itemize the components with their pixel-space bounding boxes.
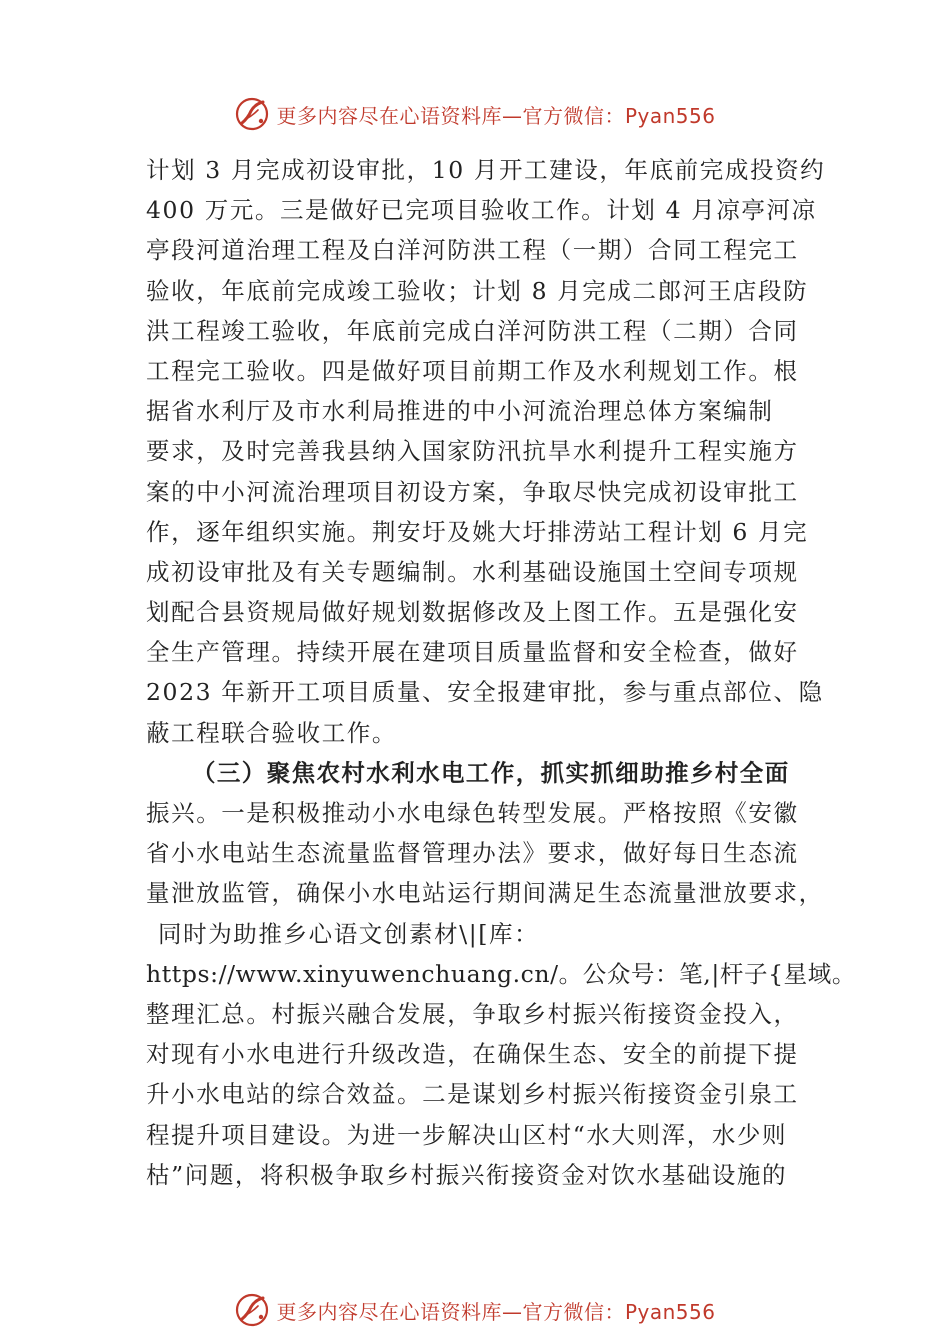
text-line: https://www.xinyuwenchuang.cn/。公众号：笔,|杆子{星域。 bbox=[146, 959, 856, 988]
section-heading: （三）聚焦农村水利水电工作，抓实抓细助推乡村全面 bbox=[192, 758, 790, 787]
text-line: 2023 年新开工项目质量、安全报建审批，参与重点部位、隐 bbox=[146, 678, 824, 707]
text-line: 蔽工程联合验收工作。 bbox=[146, 718, 397, 747]
text-line: 对现有小水电进行升级改造，在确保生态、安全的前提下提 bbox=[146, 1040, 799, 1069]
text-line: 成初设审批及有关专题编制。水利基础设施国土空间专项规 bbox=[146, 557, 799, 586]
text-line: 案的中小河流治理项目初设方案，争取尽快完成初设审批工 bbox=[146, 477, 799, 506]
text-line: 要求，及时完善我县纳入国家防汛抗旱水利提升工程实施方 bbox=[146, 437, 799, 466]
banner-text: 更多内容尽在心语资料库—官方微信：Pyan556 bbox=[276, 1299, 716, 1324]
text-line: 划配合县资规局做好规划数据修改及上图工作。五是强化安 bbox=[146, 598, 799, 627]
text-line: 同时为助推乡心语文创素材\|[库： bbox=[158, 919, 540, 948]
text-line: 据省水利厅及市水利局推进的中小河流治理总体方案编制 bbox=[146, 397, 774, 426]
text-line: 振兴。一是积极推动小水电绿色转型发展。严格按照《安徽 bbox=[146, 799, 799, 827]
document-body bbox=[146, 150, 856, 1195]
text-line: 作，逐年组织实施。荆安圩及姚大圩排涝站工程计划 6 月完 bbox=[146, 517, 809, 546]
text-line: 整理汇总。村振兴融合发展，争取乡村振兴衔接资金投入， bbox=[146, 999, 799, 1028]
text-line: 洪工程竣工验收，年底前完成白洋河防洪工程（二期）合同 bbox=[146, 316, 799, 345]
text-line: 验收，年底前完成竣工验收；计划 8 月完成二郎河王店段防 bbox=[146, 276, 809, 305]
text-line: 升小水电站的综合效益。二是谋划乡村振兴衔接资金引泉工 bbox=[146, 1080, 799, 1109]
text-line: 亭段河道治理工程及白洋河防洪工程（一期）合同工程完工 bbox=[146, 236, 799, 265]
text-line: 程提升项目建设。为进一步解决山区村“水大则浑，水少则 bbox=[146, 1120, 788, 1149]
text-line: 全生产管理。持续开展在建项目质量监督和安全检查，做好 bbox=[146, 638, 799, 667]
header-banner bbox=[0, 94, 950, 134]
text-line: 枯”问题，将积极争取乡村振兴衔接资金对饮水基础设施的 bbox=[146, 1160, 788, 1189]
brush-logo-icon bbox=[234, 96, 270, 132]
text-line: 400 万元。三是做好已完项目验收工作。计划 4 月凉亭河凉 bbox=[146, 196, 817, 225]
text-line: 工程完工验收。四是做好项目前期工作及水利规划工作。根 bbox=[146, 356, 799, 385]
text-line: 省小水电站生态流量监督管理办法》要求，做好每日生态流 bbox=[146, 839, 799, 868]
footer-banner bbox=[0, 1290, 950, 1330]
banner-text: 更多内容尽在心语资料库—官方微信：Pyan556 bbox=[276, 103, 716, 128]
text-line: 计划 3 月完成初设审批，10 月开工建设，年底前完成投资约 bbox=[146, 156, 826, 184]
text-line: 量泄放监管，确保小水电站运行期间满足生态流量泄放要求， bbox=[146, 879, 824, 908]
brush-logo-icon bbox=[234, 1292, 270, 1328]
